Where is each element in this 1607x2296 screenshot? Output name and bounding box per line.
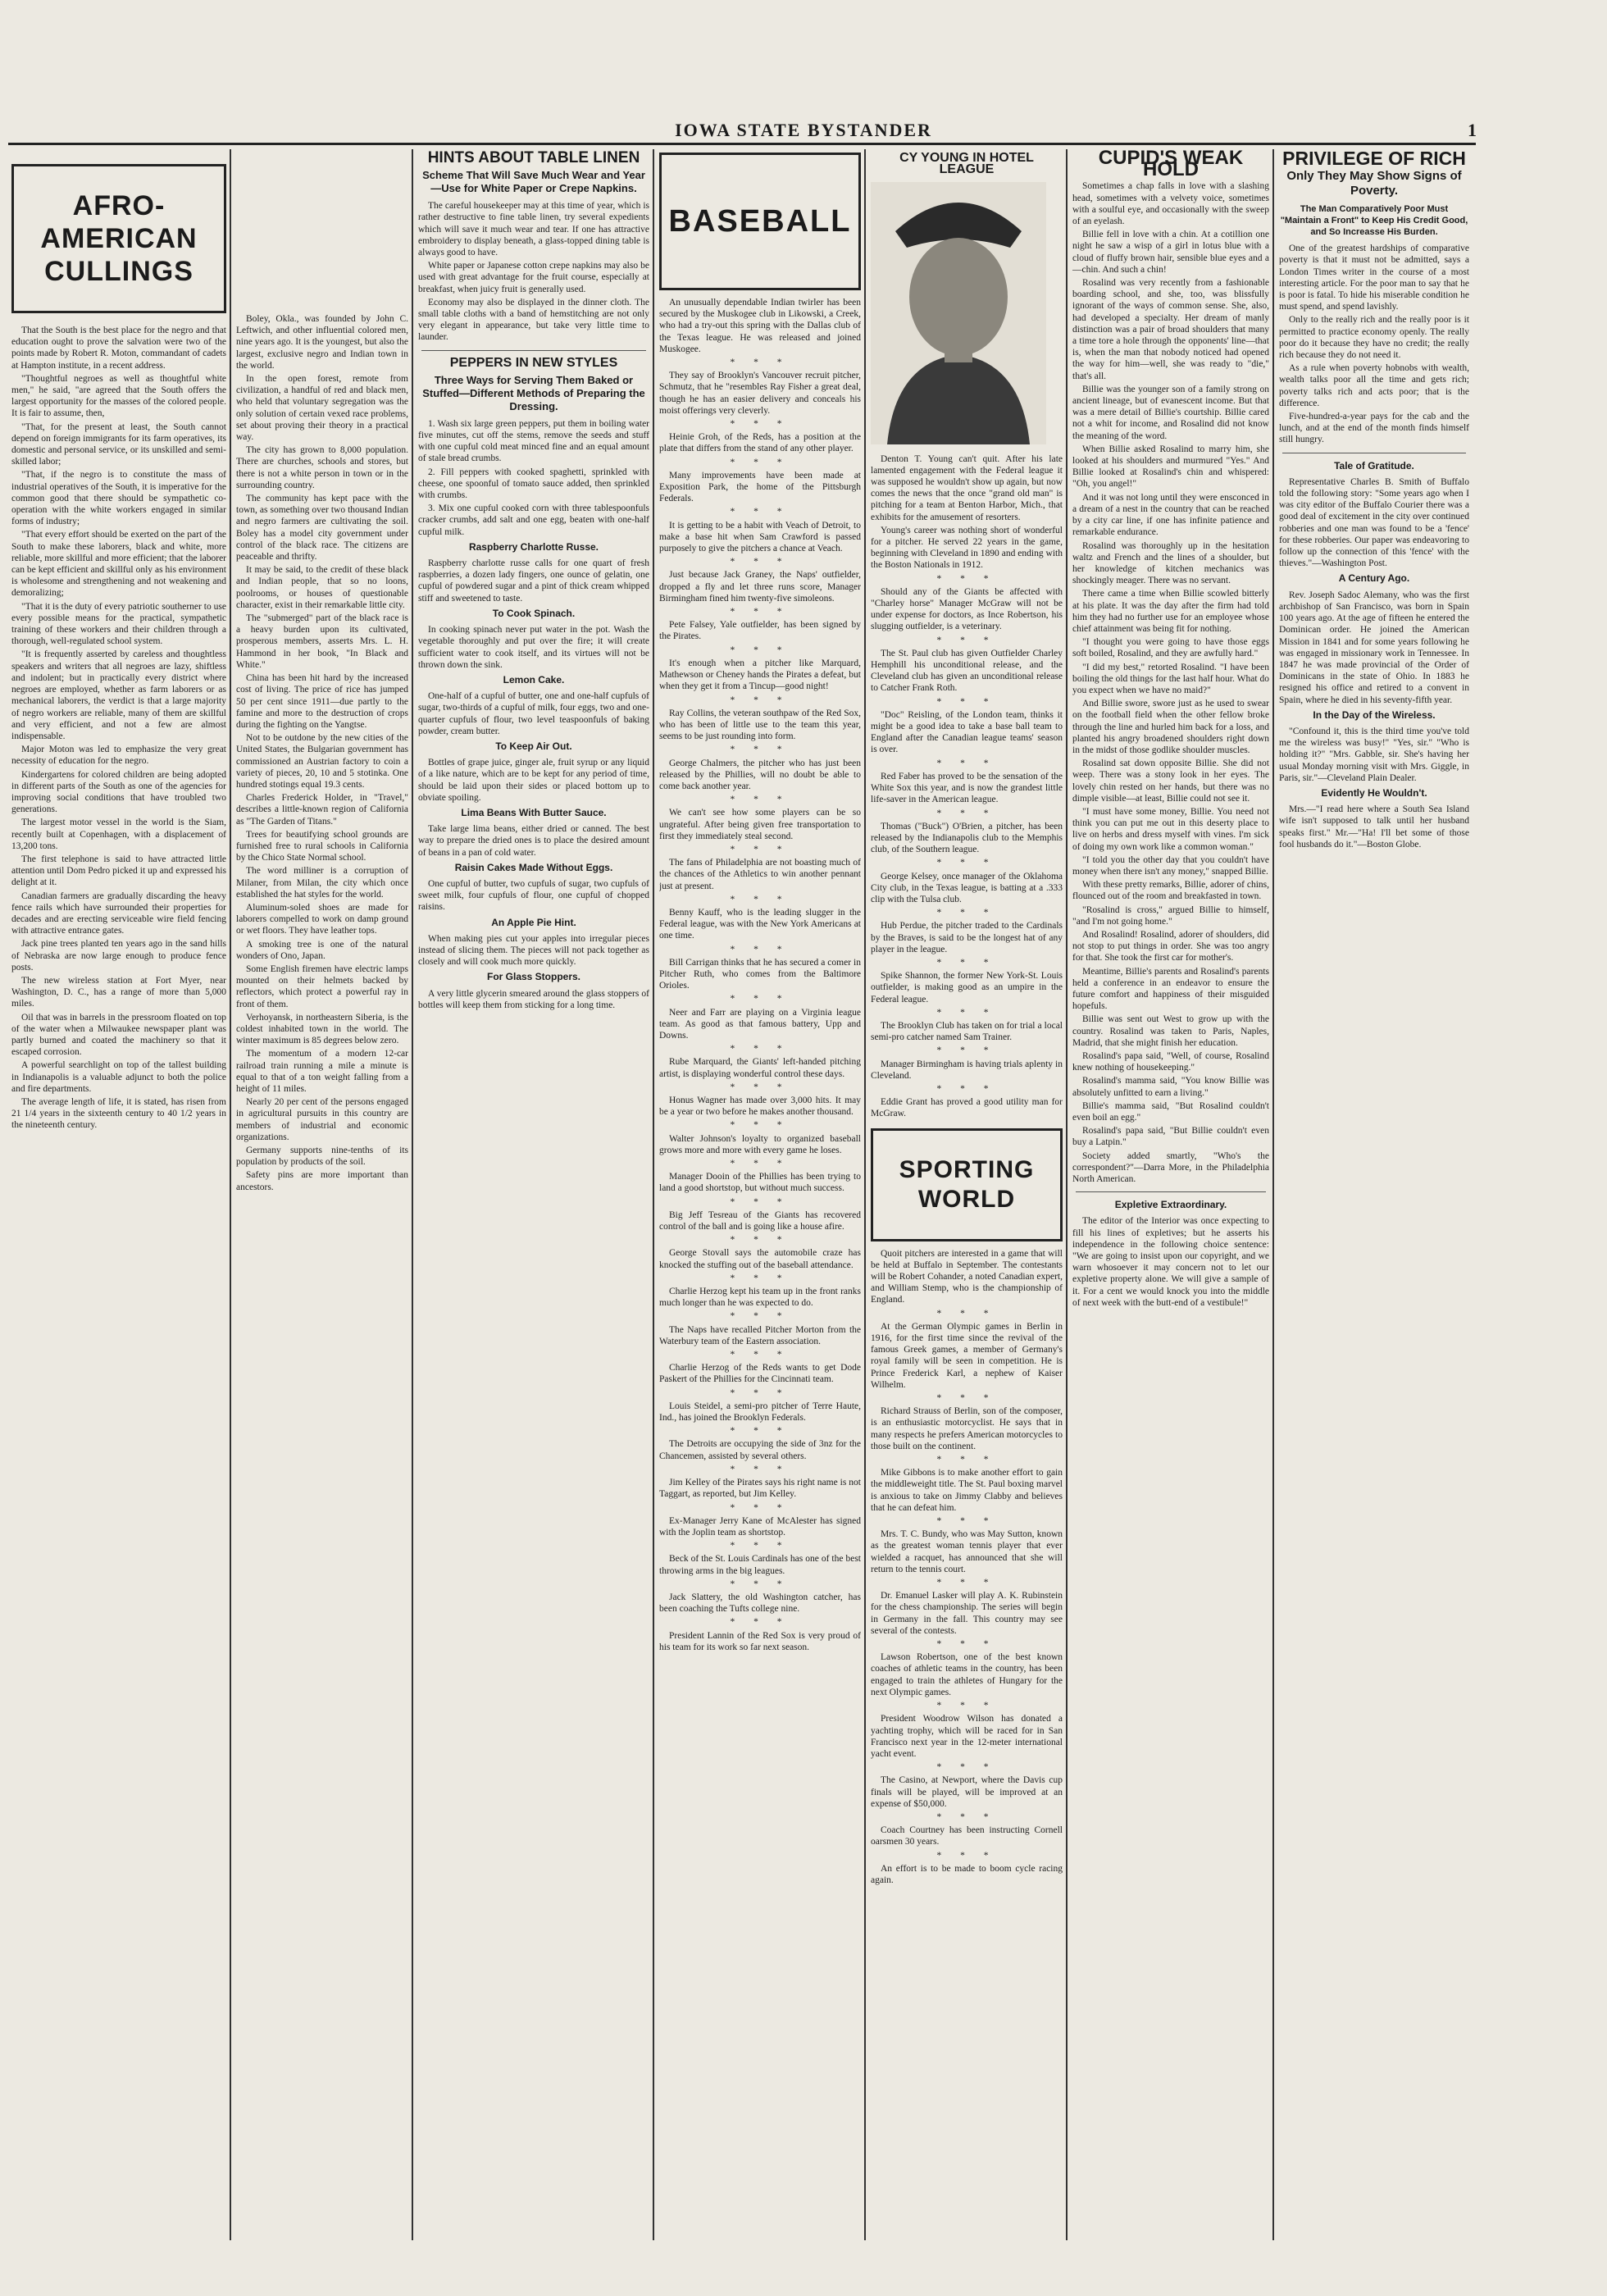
paragraph: Only to the really rich and the really poor is it permitted to practice economy openly. The really poor do it because they have no credit; the really rich because they do not need it. <box>1279 315 1469 361</box>
star-separator: * * * <box>936 1007 997 1018</box>
paragraph: Young's career was nothing short of wonderful for a pitcher. He served 22 years in the game, beginning with Cleveland in 1890 and ending with the Boston Nationals in 1912. <box>871 525 1063 571</box>
paragraph: The largest motor vessel in the world is the Siam, recently built at Copenhagen, with a displacement of 13,200 tons. <box>11 818 226 851</box>
separator <box>421 350 646 351</box>
paragraph: Charlie Herzog kept his team up in the front ranks much longer than he was expected to do. <box>659 1287 861 1309</box>
paragraph: Spike Shannon, the former New York-St. Louis outfielder, is making good as an umpire in the Federal league. <box>871 971 1063 1004</box>
paragraph: The city has grown to 8,000 population. There are churches, schools and stores, but there is not a white person in town or in the surrounding country. <box>236 445 408 490</box>
star-separator: * * * <box>730 944 790 954</box>
column-3 <box>418 149 649 2240</box>
paragraph: The average length of life, it is stated, has risen from 21 1/4 years in the sixteenth century to 40 1/2 years in the nineteenth century. <box>11 1097 226 1131</box>
star-separator: * * * <box>730 795 790 805</box>
article-text: The editor of the Interior was once expecting to fill his lines of expletives; but he asserts his independence in the following choice sentence: "We are going to insist upon our copyright, and we warn whosoever it may concern not to let our expletive property alone. We will give a sample of it. For a cent we would knock you into the middle of next week with the butt-end of a vestibule!" <box>1072 1216 1269 1308</box>
star-separator: * * * <box>730 1235 790 1246</box>
recipe-list <box>418 541 649 1011</box>
paragraph: The first telephone is said to have attracted little attention until Dom Pedro picked it up and expressed his delight at it. <box>11 854 226 888</box>
star-separator: * * * <box>936 1578 997 1588</box>
paragraph: Dr. Emanuel Lasker will play A. K. Rubinstein for the chess championship. The series will begin in Germany in the fall. This country may see several of the contests. <box>871 1591 1063 1636</box>
paragraph: Bill Carrigan thinks that he has secured a comer in Pitcher Ruth, who comes from the Baltimore Orioles. <box>659 957 861 991</box>
article-text: "Confound it, this is the third time you've told me the wireless was busy!" "Yes, sir." "Who is holding it?" "Mrs. Gabble, sir. She's having her usual Monday morning visit with Mrs. Giggle, in Paris, sir."—Cleveland Plain Dealer. <box>1279 726 1469 783</box>
article-subheading: Scheme That Will Save Much Wear and Year—Use for White Paper or Crepe Napkins. <box>422 169 645 195</box>
column-7 <box>1279 149 1469 2240</box>
star-separator: * * * <box>936 1083 997 1094</box>
article-heading: PEPPERS IN NEW STYLES <box>449 355 618 370</box>
article-heading: HINTS ABOUT TABLE LINEN <box>427 149 640 166</box>
article-body <box>236 313 408 1193</box>
star-separator: * * * <box>936 1762 997 1773</box>
recipe-text: Bottles of grape juice, ginger ale, fruit syrup or any liquid of a like nature, which are to be kept for any period of time, should be laid upon their sides or placed bottom up to obviate spoiling. <box>418 758 649 803</box>
paragraph: Verhoyansk, in northeastern Siberia, is the coldest inhabited town in the world. The winter maximum is 85 degrees below zero. <box>236 1012 408 1046</box>
paragraph: Manager Birmingham is having trials aplenty in Cleveland. <box>871 1059 1063 1081</box>
star-separator: * * * <box>730 1426 790 1437</box>
paragraph: Big Jeff Tesreau of the Giants has recovered control of the ball and is going like a house afire. <box>659 1210 861 1232</box>
paragraph: Rosalind's mamma said, "You know Billie was absolutely unfitted to earn a living." <box>1072 1076 1269 1098</box>
paragraph: And Billie swore, swore just as he used to swear on the football field when the other fellow broke through the line and hurled him back for a loss, and planted his angry broadened shoulders right down in the midst of those godlike shoulder muscles. <box>1072 699 1269 755</box>
article-subheading: Three Ways for Serving Them Baked or Stuffed—Different Methods of Preparing the Dressing. <box>422 373 645 412</box>
paragraph: George Stovall says the automobile craze has knocked the stuffing out of the baseball attendance. <box>659 1248 861 1270</box>
paragraph: Mike Gibbons is to make another effort to gain the middleweight title. The St. Paul boxing marvel is anxious to take on Jimmy Clabby and believes that he can defeat him. <box>871 1468 1063 1513</box>
paragraph: Neer and Farr are playing on a Virginia league team. As good as that famous battery, Upp and Downs. <box>659 1007 861 1041</box>
column-divider <box>653 149 654 2240</box>
paragraph: Major Moton was led to emphasize the very great necessity of education for the negro. <box>11 745 226 767</box>
star-separator: * * * <box>936 1455 997 1465</box>
star-separator: * * * <box>730 1617 790 1628</box>
column-divider <box>1066 149 1068 2240</box>
paragraph: Pete Falsey, Yale outfielder, has been signed by the Pirates. <box>659 620 861 642</box>
recipe-text: In cooking spinach never put water in the pot. Wash the vegetable thoroughly and put over the fire; it will create sufficient water to cook itself, and its virtues will not be thrown down the sink. <box>418 625 649 670</box>
star-separator: * * * <box>730 1159 790 1169</box>
paragraph: It's enough when a pitcher like Marquard, Mathewson or Cheney hands the Pirates a defeat, but when they get it from a Tincup—good night! <box>659 658 861 692</box>
paragraph: Rosalind was thoroughly up in the hesitation waltz and French and the lines of a shoulder, but her knowledge of kitchen mechanics was shockingly meager. There was no servant. <box>1072 540 1269 586</box>
paragraph: Rosalind sat down opposite Billie. She did not weep. There was a stony look in her eyes. The lovely chin rested on her hands, but there was no dimple visible—at least, Billie could not see it. <box>1072 758 1269 804</box>
recipe-title: Raspberry Charlotte Russe. <box>468 540 599 553</box>
paragraph: The word milliner is a corruption of Milaner, from Milan, the city which once established the hat styles for the world. <box>236 866 408 900</box>
baseball-masthead <box>659 153 861 290</box>
article-body <box>418 418 649 538</box>
recipe-title: To Keep Air Out. <box>495 740 572 752</box>
paragraph: "I did my best," retorted Rosalind. "I have been boiling the old things for the last half hour. What do you expect when we have no maid?" <box>1072 662 1269 695</box>
paragraph: Charlie Herzog of the Reds wants to get Dode Paskert of the Phillies for the Cincinnati team. <box>659 1363 861 1385</box>
article-heading: CUPID'S WEAK HOLD <box>1098 149 1244 181</box>
paragraph: Honus Wagner has made over 3,000 hits. It may be a year or two before he makes another thousand. <box>659 1096 861 1118</box>
paragraph: Louis Steidel, a semi-pro pitcher of Terre Haute, Ind., has joined the Brooklyn Federals. <box>659 1401 861 1424</box>
paragraph: Jim Kelley of the Pirates says his right name is not Taggart, as reported, but Jim Kelley. <box>659 1478 861 1500</box>
paragraph: "It is frequently asserted by careless and thoughtless speakers and writers that all negroes are lazy, shiftless and indolent; but in practically every district where negroes are employed, whether as farm laborers or as mechanical laborers, the verdict is that a large majority of negro workers are reliable, many of them are skillful and very efficient, and not a few are almost indispensable. <box>11 649 226 741</box>
star-separator: * * * <box>730 1464 790 1474</box>
paragraph: "I thought you were going to have those eggs soft boiled, Rosalind, and they are awfully hard." <box>1072 637 1269 659</box>
paragraph: The Naps have recalled Pitcher Morton from the Waterbury team of the Eastern association. <box>659 1324 861 1346</box>
photo-caption <box>871 453 1063 523</box>
paragraph: Economy may also be displayed in the dinner cloth. The small table cloths with a band of hemstitching are not only very elegant in appearance, but take very little time to launder. <box>418 297 649 343</box>
article-body <box>1279 243 1469 445</box>
recipe-text: When making pies cut your apples into irregular pieces instead of slicing them. The pieces will not pack together as closely and will cook much more quickly. <box>418 933 649 968</box>
paragraph: Should any of the Giants be affected with "Charley horse" Manager McGraw will not be under expense for doctors, as Ince Robertson, his slugging outfielder, is a veterinary. <box>871 586 1063 632</box>
article-heading: CY YOUNG IN HOTEL LEAGUE <box>899 151 1034 177</box>
paragraph: George Kelsey, once manager of the Oklahoma City club, in the Texas league, is batting at a .333 clip with the Tulsa club. <box>871 871 1063 904</box>
paragraph: Ex-Manager Jerry Kane of McAlester has signed with the Joplin team as shortstop. <box>659 1515 861 1538</box>
paragraph: The Casino, at Newport, where the Davis cup finals will be played, will be improved at an expense of $50,000. <box>871 1775 1063 1809</box>
paragraph: Rosalind's papa said, "But Billie couldn't even buy a Latpin." <box>1072 1126 1269 1148</box>
paragraph: Rosalind's papa said, "Well, of course, Rosalind knew nothing of housekeeping." <box>1072 1051 1269 1073</box>
paragraph: The "submerged" part of the black race is a heavy burden upon its cultivated, prosperous members, asserts Mrs. L. H. Hammond in her book, "In Black and White." <box>236 613 408 670</box>
star-separator: * * * <box>730 607 790 617</box>
paragraph: China has been hit hard by the increased cost of living. The price of rice has jumped 50 per cent since 1911—due partly to the famine and more to the destruction of crops during the fighting on the Yangtse. <box>236 673 408 730</box>
article-heading: A Century Ago. <box>1338 572 1410 585</box>
paragraph: "Thoughtful negroes as well as thoughtful white men," he said, "are agreed that the South offers the largest opportunity for the masses of the colored people. It is fair to assume, then, <box>11 373 226 419</box>
paragraph: One of the greatest hardships of comparative poverty is that it must not be admitted, says a London Times writer in the course of a most interesting article. For the poor man to say that he is poor is fatal. To hide his miserable condition he must spend, and spend lavishly. <box>1279 244 1469 312</box>
star-separator: * * * <box>730 1273 790 1283</box>
page-number: 1 <box>1468 120 1477 140</box>
star-separator: * * * <box>936 758 997 768</box>
recipe-title: Lima Beans With Butter Sauce. <box>461 806 607 818</box>
star-separator: * * * <box>730 358 790 368</box>
article-body <box>418 200 649 343</box>
paragraph: 3. Mix one cupful cooked corn with three tablespoonfuls cracker crumbs, add salt and one egg, beaten with one-half cupful milk. <box>418 503 649 537</box>
paragraph: Red Faber has proved to be the sensation of the White Sox this year, and is now the grandest little life-saver in the American league. <box>871 771 1063 805</box>
paragraph: "That every effort should be exerted on the part of the South to make these laborers, black and white, more reliable, more skillful and more efficient; that the laborer can be kept efficient and skillful only as his environment is wholesome and strengthening and not weakening and demoralizing; <box>11 530 226 599</box>
article-body <box>871 525 1063 1120</box>
article-body <box>1072 180 1269 1185</box>
star-separator: * * * <box>730 1082 790 1092</box>
paragraph: Hub Perdue, the pitcher traded to the Cardinals by the Braves, is said to be the longest hat of any player in the league. <box>871 921 1063 954</box>
paragraph: 1. Wash six large green peppers, put them in boiling water five minutes, cut off the stems, remove the seeds and stuff with one cupful cold meat minced fine and an equal amount of stale bread crumbs. <box>418 418 649 464</box>
paragraph: Charles Frederick Holder, in "Travel," describes a little-known region of California as "The Garden of Titans." <box>236 793 408 827</box>
paragraph: Jack pine trees planted ten years ago in the sand hills of Nebraska are now large enough to produce fence posts. <box>11 939 226 973</box>
star-separator: * * * <box>730 894 790 904</box>
caption-text: Denton T. Young can't quit. After his late lamented engagement with the Federal league it was supposed he wouldn't show up again, but now comes the news that the once "grand old man" is pitching for a team at Benton Harbor, Mich., that exhibits for the amusement of resorters. <box>871 453 1063 522</box>
baseball-lettering: BASEBALL <box>668 204 852 239</box>
star-separator: * * * <box>730 1196 790 1207</box>
recipe-text: Raspberry charlotte russe calls for one quart of fresh raspberries, a dozen lady fingers, one ounce of gelatin, one cupful of powdered sugar and a pint of thick cream whipped stiff and sweetened to taste. <box>418 558 649 604</box>
article-heading: In the Day of the Wireless. <box>1313 708 1436 721</box>
column-divider <box>230 149 231 2240</box>
paragraph: Lawson Robertson, one of the best known coaches of athletic teams in the country, has been engaged to train the athletes of Hungary for the next Olympic games. <box>871 1652 1063 1697</box>
star-separator: * * * <box>730 1350 790 1360</box>
masthead-rule <box>8 143 1476 145</box>
star-separator: * * * <box>936 1046 997 1056</box>
paragraph: Richard Strauss of Berlin, son of the composer, is an enthusiastic motorcyclist. He says that in many respects he prefers American motorcycles to those built on the continent. <box>871 1406 1063 1451</box>
paragraph: "That it is the duty of every patriotic southerner to use every possible means for the practical, sympathetic training of these workers and their children through a thorough, well-regulated school system. <box>11 601 226 647</box>
paragraph: Billie was the younger son of a family strong on ancient lineage, but of evanescent income. But that was a mere detail of Billie's courtship. Billie cared not a whit for income, and Rosalind did not know the meaning of the word. <box>1072 384 1269 441</box>
paragraph: And Rosalind! Rosalind, adorer of shoulders, did not stop to put things in order. She was too angry for that. She took the first car for mother's. <box>1072 930 1269 963</box>
article-subheading: Only They May Show Signs of Poverty. <box>1286 169 1462 198</box>
article-body <box>11 325 226 1132</box>
paragraph: There came a time when Billie scowled bitterly at his plate. It was the day after the firm had told him they had no further use for an employee whose chief attainment was being fit for nothing. <box>1072 589 1269 634</box>
star-separator: * * * <box>730 1311 790 1322</box>
paragraph: The momentum of a modern 12-car railroad train running a mile a minute is equal to that of a ton weight falling from a height of 11 miles. <box>236 1049 408 1094</box>
star-separator: * * * <box>936 1811 997 1822</box>
paragraph: "I told you the other day that you couldn't have money when there isn't any money," snapped Billie. <box>1072 854 1269 877</box>
paragraph: White paper or Japanese cotton crepe napkins may also be used with great advantage for the fruit course, especially at breakfast, when juicy fruit is generally used. <box>418 261 649 294</box>
paragraph: An effort is to be made to boom cycle racing again. <box>871 1863 1063 1885</box>
paragraph: Beck of the St. Louis Cardinals has one of the best throwing arms in the big leagues. <box>659 1554 861 1576</box>
recipe-text: One cupful of butter, two cupfuls of sugar, two cupfuls of sweet milk, four cupfuls of flour, one cupful of chopped raisins. <box>418 878 649 913</box>
star-separator: * * * <box>936 635 997 645</box>
paragraph: We can't see how some players can be so ungrateful. After being given free transportation to first they immediately steal second. <box>659 808 861 841</box>
sporting-world-banner <box>871 1128 1063 1241</box>
sporting-world-lettering: SPORTING WORLD <box>899 1155 1035 1213</box>
paragraph: Manager Dooin of the Phillies has been trying to land a good shortstop, but without much success. <box>659 1172 861 1194</box>
article-heading: Evidently He Wouldn't. <box>1321 786 1427 799</box>
column-divider <box>412 149 413 2240</box>
star-separator: * * * <box>936 1516 997 1527</box>
star-separator: * * * <box>730 1502 790 1513</box>
paragraph: Oil that was in barrels in the pressroom floated on top of the water when a Milwaukee newspaper plant was partly burned and coated the machinery so that it escaped corrosion. <box>11 1012 226 1058</box>
section-heading: AFRO-AMERICAN CULLINGS <box>40 190 198 287</box>
article-body <box>659 297 861 1653</box>
paragraph: The Detroits are occupying the side of 3nz for the Chancemen, assisted by several others. <box>659 1439 861 1461</box>
star-separator: * * * <box>936 1850 997 1861</box>
paragraph: Mrs. T. C. Bundy, who was May Sutton, known as the greatest woman tennis player that ever wielded a racquet, has announced that she will return to the tennis court. <box>871 1529 1063 1574</box>
column-6 <box>1072 149 1269 2240</box>
separator <box>1076 1191 1266 1192</box>
article-body <box>871 1248 1063 1887</box>
star-separator: * * * <box>730 1044 790 1055</box>
star-separator: * * * <box>730 507 790 517</box>
paragraph: A powerful searchlight on top of the tallest building in Indianapolis is a valuable adjunct to both the police and fire departments. <box>11 1060 226 1094</box>
paragraph: Eddie Grant has proved a good utility man for McGraw. <box>871 1097 1063 1119</box>
star-separator: * * * <box>936 696 997 707</box>
star-separator: * * * <box>730 1120 790 1131</box>
star-separator: * * * <box>730 457 790 467</box>
paragraph: "Doc" Reisling, of the London team, thinks it might be a good idea to take a base ball team to England after the Canadian league teams' season is over. <box>871 709 1063 755</box>
paragraph: The fans of Philadelphia are not boasting much of the chances of the Athletics to win another pennant just at present. <box>659 858 861 891</box>
paragraph: At the German Olympic games in Berlin in 1916, for the first time since the revival of the famous Greek games, a member of Germany's royal family will be seen in competition. He is Prince Frederick Karl, a nephew of Kaiser Wilhelm. <box>871 1321 1063 1390</box>
paragraph: Rosalind was very recently from a fashionable boarding school, and she, too, was blissfully ignorant of the ways of common sense. She, also, had developed a specialty. Her dream of manly distinction was a pair of broad shoulders that many a time tore a hole through the opponents' line—that is, when the man that nobody noticed had opened the way for him—well, she was ready to "die," that's all. <box>1072 278 1269 381</box>
paragraph: "That, for the present at least, the South cannot depend on foreign immigrants for its farm operatives, its domestic and personal service, or its unskilled and semi-skilled labor; <box>11 421 226 467</box>
paragraph: "That, if the negro is to constitute the mass of industrial operatives of the South, it is imperative for the common good that there should be sympathetic co-operation with the white workers engaged in similar forms of industry; <box>11 470 226 527</box>
masthead: IOWA STATE BYSTANDER <box>675 120 932 140</box>
portrait-illustration <box>871 182 1046 444</box>
recipe-text: Take large lima beans, either dried or canned. The best way to prepare the dried ones is to place the desired amount of beans in a pan of cold water. <box>418 824 649 858</box>
paragraph: The St. Paul club has given Outfielder Charley Hemphill his unconditional release, and the Cleveland club has given an unconditional release to Catcher Frank Roth. <box>871 648 1063 694</box>
paragraph: Billie fell in love with a chin. At a cotillion one night he saw a wisp of a girl in lotus blue with a cloud of fluffy brown hair, sensible blue eyes and a—chin. And such a chin! <box>1072 230 1269 275</box>
paragraph: With these pretty remarks, Billie, adorer of chins, flounced out of the room and breakfasted in town. <box>1072 880 1269 902</box>
paragraph: "I must have some money, Billie. You need not think you can put me out in this deserty place to live on herbs and dress myself with vines. I'm sick of doing my own work like a common woman." <box>1072 806 1269 852</box>
star-separator: * * * <box>936 858 997 868</box>
paragraph: George Chalmers, the pitcher who has just been released by the Phillies, will no doubt be able to come back another year. <box>659 758 861 791</box>
recipe-text: One-half of a cupful of butter, one and one-half cupfuls of sugar, two-thirds of a cupful of milk, four eggs, two and one-quarter cupfuls of flour, two level teaspoonfuls of baking powder, cream butter. <box>418 691 649 736</box>
star-separator: * * * <box>730 1541 790 1551</box>
paragraph: Germany supports nine-tenths of its population by products of the soil. <box>236 1146 408 1168</box>
heading-box <box>11 164 226 313</box>
paragraph: Some English firemen have electric lamps mounted on their helmets backed by reflectors, which protect a powerful ray in front of them. <box>236 963 408 1009</box>
paragraph: Canadian farmers are gradually discarding the heavy fence rails which have surrounded their properties for decades and are erecting serviceable wire field fencing with attractive entrance gates. <box>11 891 226 936</box>
paragraph: In the open forest, remote from civilization, a handful of red and black men, who held that voluntary segregation was the only solution of certain vexed race problems, set about proving their theory in a practical way. <box>236 374 408 443</box>
column-divider <box>1272 149 1274 2240</box>
paragraph: The new wireless station at Fort Myer, near Washington, D. C., has a range of more than 5,000 miles. <box>11 975 226 1009</box>
paragraph: Meantime, Billie's parents and Rosalind's parents held a conference in an endeavor to ensure the future comfort and happiness of their misguided hopefuls. <box>1072 966 1269 1012</box>
paragraph: Sometimes a chap falls in love with a slashing head, sometimes with a velvety voice, sometimes with a soulful eye, and occasionally with the sweep of an eyelash. <box>1072 181 1269 227</box>
star-separator: * * * <box>936 573 997 584</box>
article-heading: PRIVILEGE OF RICH <box>1282 149 1466 169</box>
star-separator: * * * <box>936 1308 997 1319</box>
star-separator: * * * <box>730 645 790 655</box>
recipe-title: For Glass Stoppers. <box>486 971 581 983</box>
paragraph: Ray Collins, the veteran southpaw of the Red Sox, who has been of little use to the team this year, seems to be just rounding into form. <box>659 708 861 742</box>
portrait-face <box>909 238 1008 356</box>
star-separator: * * * <box>730 994 790 1004</box>
paragraph: Rube Marquard, the Giants' left-handed pitching artist, is displaying wonderful control these days. <box>659 1057 861 1079</box>
paragraph: Nearly 20 per cent of the persons engaged in agricultural pursuits in this country are members of industrial and economic organizations. <box>236 1097 408 1142</box>
star-separator: * * * <box>936 957 997 968</box>
star-separator: * * * <box>730 557 790 567</box>
paragraph: Boley, Okla., was founded by John C. Leftwich, and other influential colored men, nine years ago. It is the youngest, but also the largest, exclusive negro and Indian town in the world. <box>236 314 408 371</box>
paragraph: Just because Jack Graney, the Naps' outfielder, dropped a fly and let three runs score, Manager Birmingham fined him twenty-five simoleons. <box>659 570 861 604</box>
recipe-title: To Cook Spinach. <box>492 607 576 619</box>
column-1 <box>11 149 226 2240</box>
paragraph: 2. Fill peppers with cooked spaghetti, sprinkled with cheese, one spoonful of tomato sauce added, then sprinkled with crumbs. <box>418 467 649 501</box>
star-separator: * * * <box>936 1639 997 1650</box>
star-separator: * * * <box>936 808 997 818</box>
paragraph: It may be said, to the credit of these black and Indian people, that so no loons, poolrooms, or houses of questionable character, exist in their remarkable little city. <box>236 565 408 610</box>
paragraph: The careful housekeeper may at this time of year, which is rather destructive to fine table linen, try several expedients which will save it much wear and tear. If one has attractive embroidery to display beneath, a glass-topped dining table is always good to have. <box>418 201 649 258</box>
star-separator: * * * <box>730 844 790 854</box>
recipe-title: Lemon Cake. <box>503 673 565 686</box>
column-2 <box>236 149 408 2240</box>
paragraph: Thomas ("Buck") O'Brien, a pitcher, has been released by the Indianapolis club to the Memphis club, of the Southern league. <box>871 821 1063 855</box>
paragraph: The community has kept pace with the town, as something over two thousand Indian and negro farmers are cultivating the soil. Boley has a model city government under control of the black race. The citizens are peaceable and thrifty. <box>236 494 408 563</box>
paragraph: Many improvements have been made at Exposition Park, the home of the Pittsburgh Federals. <box>659 470 861 504</box>
article-heading: Expletive Extraordinary. <box>1114 1199 1227 1211</box>
paragraph: "Rosalind is cross," argued Billie to himself, "and I'm not going home." <box>1072 904 1269 927</box>
article-text: Mrs.—"I read here where a South Sea Island wife isn't supposed to talk until her husband speaks first." Mr.—"Ha! I'll bet some of those fool husbands do it."—Boston Globe. <box>1279 804 1469 850</box>
paragraph: An unusually dependable Indian twirler has been secured by the Muskogee club in Likowski, a Creek, who had a try-out this spring with the Dallas club of the Texas league. He was released and joined Muskogee. <box>659 298 861 354</box>
star-separator: * * * <box>730 1578 790 1589</box>
recipe-title: Raisin Cakes Made Without Eggs. <box>454 861 613 873</box>
portrait-neck <box>945 346 972 362</box>
paragraph: The Brooklyn Club has taken on for trial a local semi-pro catcher named Sam Trainer. <box>871 1020 1063 1043</box>
star-separator: * * * <box>936 1393 997 1404</box>
paragraph: Coach Courtney has been instructing Cornell oarsmen 30 years. <box>871 1825 1063 1847</box>
paragraph: Five-hundred-a-year pays for the cab and the lunch, and at the end of the month finds himself still hungry. <box>1279 412 1469 445</box>
star-separator: * * * <box>730 695 790 705</box>
paragraph: Jack Slattery, the old Washington catcher, has been coaching the Tufts college nine. <box>659 1592 861 1615</box>
paragraph: It is getting to be a habit with Veach of Detroit, to make a base hit when Sam Crawford is passed purposely to give the pitchers a chance at Veach. <box>659 520 861 554</box>
paragraph: Society added smartly, "Who's the correspondent?"—Darra More, in the Philadelphia North American. <box>1072 1150 1269 1185</box>
article-text: Rev. Joseph Sadoc Alemany, who was the first archbishop of San Francisco, was born in Spain 100 years ago. At the age of fifteen he entered the Dominican order. He joined the American Mission in 1841 and for some years following he was engaged in missionary work in Tennessee. In 1847 he was made provincial of the Order of Dominicans in the state of Ohio. In 1883 he resigned his office and retired to a convent in Spain, where he died in his seventy-fifth year. <box>1279 590 1469 705</box>
column-divider <box>864 149 866 2240</box>
paragraph: President Woodrow Wilson has donated a yachting trophy, which will be raced for in San Francisco next year in the 12-meter international yacht event. <box>871 1714 1063 1759</box>
paragraph: Walter Johnson's loyalty to organized baseball grows more and more with every game he loses. <box>659 1133 861 1155</box>
recipe-text: A very little glycerin smeared around the glass stoppers of bottles will keep them from sticking for a long time. <box>418 988 649 1010</box>
paragraph: Billie's mamma said, "But Rosalind couldn't even boil an egg." <box>1072 1100 1269 1123</box>
article-heading: Tale of Gratitude. <box>1334 459 1414 472</box>
paragraph: They say of Brooklyn's Vancouver recruit pitcher, Schmutz, that he "resembles Ray Fisher a great deal, though he has an easier delivery and conceals his moist offerings very cleverly. <box>659 371 861 416</box>
paragraph: And it was not long until they were ensconced in a dream of a nest in the country that can be reached by a city car line, if one has infinite patience and remarkable endurance. <box>1072 492 1269 538</box>
paragraph: As a rule when poverty hobnobs with wealth, wealth talks poor all the time and gets rich; poverty talks rich and acts poor; that is the difference. <box>1279 363 1469 408</box>
paragraph: When Billie asked Rosalind to marry him, she looked at his shoulders and murmured "Yes." And Billie looked at Rosalind's chin and whispered: "Oh, you angel!" <box>1072 444 1269 490</box>
paragraph: Not to be outdone by the new cities of the United States, the Bulgarian government has commissioned an Austrian factory to coin a variety of pieces, 20, 10 and 5 stotinka. One hundred stotings equal 19.3 cents. <box>236 733 408 790</box>
paragraph: Aluminum-soled shoes are made for laborers compelled to work on damp ground or wet floors. They have leather tops. <box>236 902 408 936</box>
paragraph: A smoking tree is one of the natural wonders of Ono, Japan. <box>236 939 408 961</box>
column-4 <box>659 149 861 2240</box>
article-subheading: The Man Comparatively Poor Must "Maintain a Front" to Keep His Credit Good, and So Increasse His Burden. <box>1280 204 1468 238</box>
paragraph: Kindergartens for colored children are being adopted in different parts of the South as one of the agencies for improving social conditions that have troubled two generations. <box>11 769 226 815</box>
recipe-title: An Apple Pie Hint. <box>491 916 576 928</box>
article-text: Representative Charles B. Smith of Buffalo told the following story: "Some years ago when I was city editor of the Buffalo Courier there was a good deal of excitement in the city over continued robberies and one man was found to be a 'fence' for these robberies. Our paper was endeavoring to follow up the connection of this 'fence' with the thieves."—Washington Post. <box>1279 476 1469 569</box>
paragraph: Heinie Groh, of the Reds, has a position at the plate that differs from the stand of any other player. <box>659 432 861 454</box>
paragraph: Billie was sent out West to grow up with the country. Rosalind was taken to Paris, Naples, Madrid, that she might finish her education. <box>1072 1014 1269 1048</box>
star-separator: * * * <box>936 1701 997 1711</box>
star-separator: * * * <box>936 908 997 918</box>
paragraph: President Lannin of the Red Sox is very proud of his team for its work so far next season. <box>659 1630 861 1652</box>
paragraph: That the South is the best place for the negro and that education ought to prove the salvation were two of the points made by Robert R. Moton, commandant of cadets at Hampton institute, in a recent address. <box>11 326 226 371</box>
paragraph: Trees for beautifying school grounds are furnished free to rural schools in California by the Chico State Normal school. <box>236 829 408 863</box>
paragraph: Safety pins are more important than ancestors. <box>236 1170 408 1192</box>
paragraph: Benny Kauff, who is the leading slugger in the Federal league, was with the New York Americans at one time. <box>659 907 861 941</box>
star-separator: * * * <box>730 419 790 430</box>
star-separator: * * * <box>730 745 790 755</box>
star-separator: * * * <box>730 1387 790 1398</box>
paragraph: Quoit pitchers are interested in a game that will be held at Buffalo in September. The contestants will be Robert Cohander, a noted Canadian expert, and William Stemp, who is the championship of England. <box>871 1248 1063 1305</box>
column-5 <box>871 149 1063 2240</box>
